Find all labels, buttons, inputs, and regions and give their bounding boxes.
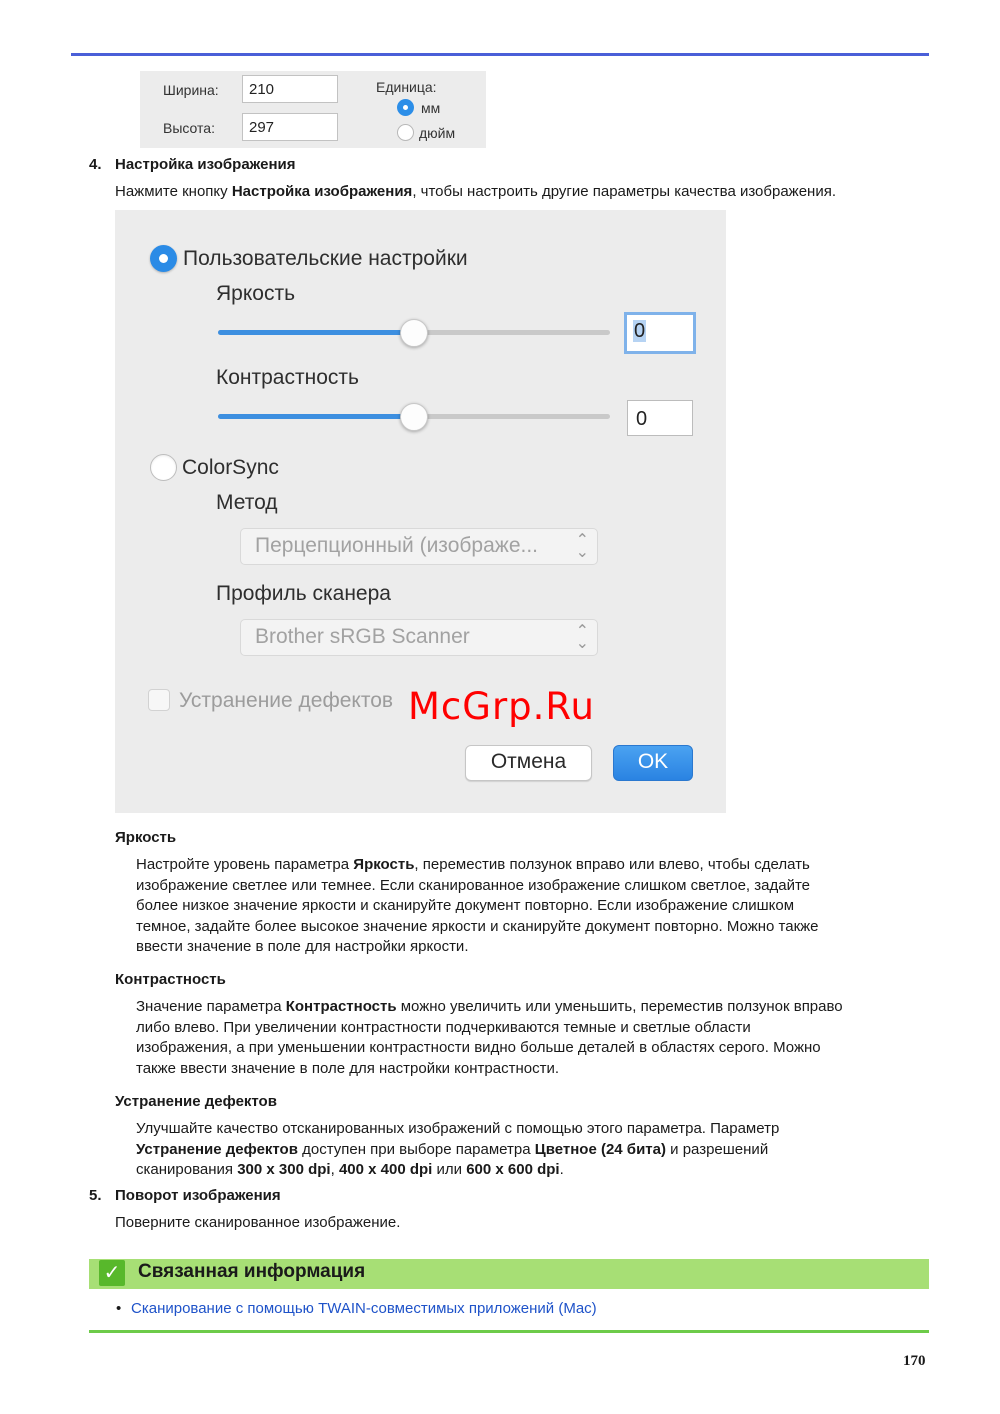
watermark: McGrp.Ru [408, 685, 595, 728]
brightness-heading: Яркость [115, 829, 177, 846]
method-label: Метод [216, 491, 278, 514]
brightness-slider-fill [218, 330, 414, 335]
scanner-profile-label: Профиль сканера [216, 582, 391, 605]
item4-heading: Настройка изображения [115, 156, 296, 173]
method-select-value: Перцепционный (изображе... [255, 534, 538, 557]
height-input[interactable]: 297 [242, 113, 338, 141]
scanner-profile-select-value: Brother sRGB Scanner [255, 625, 470, 648]
colorsync-label: ColorSync [182, 456, 279, 479]
item4-number: 4. [89, 156, 102, 173]
contrast-slider-knob[interactable] [400, 403, 428, 431]
method-select[interactable] [240, 528, 598, 565]
unit-inch-radio[interactable] [397, 124, 414, 141]
custom-settings-radio[interactable] [150, 245, 177, 272]
contrast-heading: Контрастность [115, 971, 226, 988]
select-arrows-icon: ⌃ ⌄ [575, 623, 589, 652]
descreen-paragraph: Улучшайте качество отсканированных изображений с помощью этого параметра. Параметр Устранение дефектов доступен при выборе параметра Цветное (24 бита) и разрешений сканирования 300 x 300 dpi, 400 x 400 dpi или 600 x 600 dpi. [136, 1120, 780, 1178]
height-label: Высота: [163, 120, 215, 136]
bullet: • [116, 1300, 122, 1317]
contrast-paragraph: Значение параметра Контрастность можно увеличить или уменьшить, переместив ползунок вправо либо влево. При увеличении контрастности подчеркиваются темные и светлые области изображения, а при уменьшении контрастности видно больше деталей в областях серого. Можно также ввести значение в поле для настройки контрастности. [136, 998, 843, 1077]
unit-mm-label: мм [421, 100, 441, 116]
contrast-value-input[interactable]: 0 [627, 400, 693, 436]
top-rule [71, 53, 929, 56]
brightness-value-input[interactable]: 0 [624, 312, 696, 354]
select-arrows-icon: ⌃ ⌄ [575, 532, 589, 561]
descreen-checkbox[interactable] [148, 689, 170, 711]
cancel-button[interactable]: Отмена [465, 745, 592, 781]
brightness-paragraph: Настройте уровень параметра Яркость, переместив ползунок вправо или влево, чтобы сделать изображение светлее или темнее. Если сканированное изображение слишком светлое, задайте более низкое значение яркости и сканируйте документ повторно. Если изображение слишком темное, задайте более высокое значение яркости и сканируйте документ повторно. Можно также ввести значение в поле для настройки яркости. [136, 856, 819, 955]
unit-mm-radio[interactable] [397, 99, 414, 116]
custom-settings-label: Пользовательские настройки [183, 247, 468, 270]
descreen-label: Устранение дефектов [179, 689, 394, 712]
colorsync-radio[interactable] [150, 454, 177, 481]
item4-text: Нажмите кнопку Настройка изображения, чтобы настроить другие параметры качества изображения. [115, 183, 836, 200]
unit-label: Единица: [376, 79, 437, 95]
brightness-slider-knob[interactable] [400, 319, 428, 347]
item5-number: 5. [89, 1187, 102, 1204]
brightness-label: Яркость [216, 282, 296, 305]
width-label: Ширина: [163, 82, 219, 98]
size-panel [140, 71, 486, 148]
item5-heading: Поворот изображения [115, 1187, 281, 1204]
related-info-title: Связанная информация [138, 1261, 366, 1282]
ok-button[interactable]: OK [613, 745, 693, 781]
descreen-heading: Устранение дефектов [115, 1093, 277, 1110]
scanner-profile-select[interactable] [240, 619, 598, 656]
contrast-label: Контрастность [216, 366, 359, 389]
page-number: 170 [903, 1353, 926, 1369]
unit-inch-label: дюйм [419, 125, 456, 141]
related-info-bar [89, 1259, 929, 1289]
contrast-slider-fill [218, 414, 414, 419]
checkmark-icon: ✓ [99, 1260, 125, 1286]
width-input[interactable]: 210 [242, 75, 338, 103]
item5-text: Поверните сканированное изображение. [115, 1214, 401, 1231]
bottom-rule [89, 1330, 929, 1333]
related-link-twain-mac[interactable]: Сканирование с помощью TWAIN-совместимых приложений (Mac) [131, 1300, 597, 1317]
